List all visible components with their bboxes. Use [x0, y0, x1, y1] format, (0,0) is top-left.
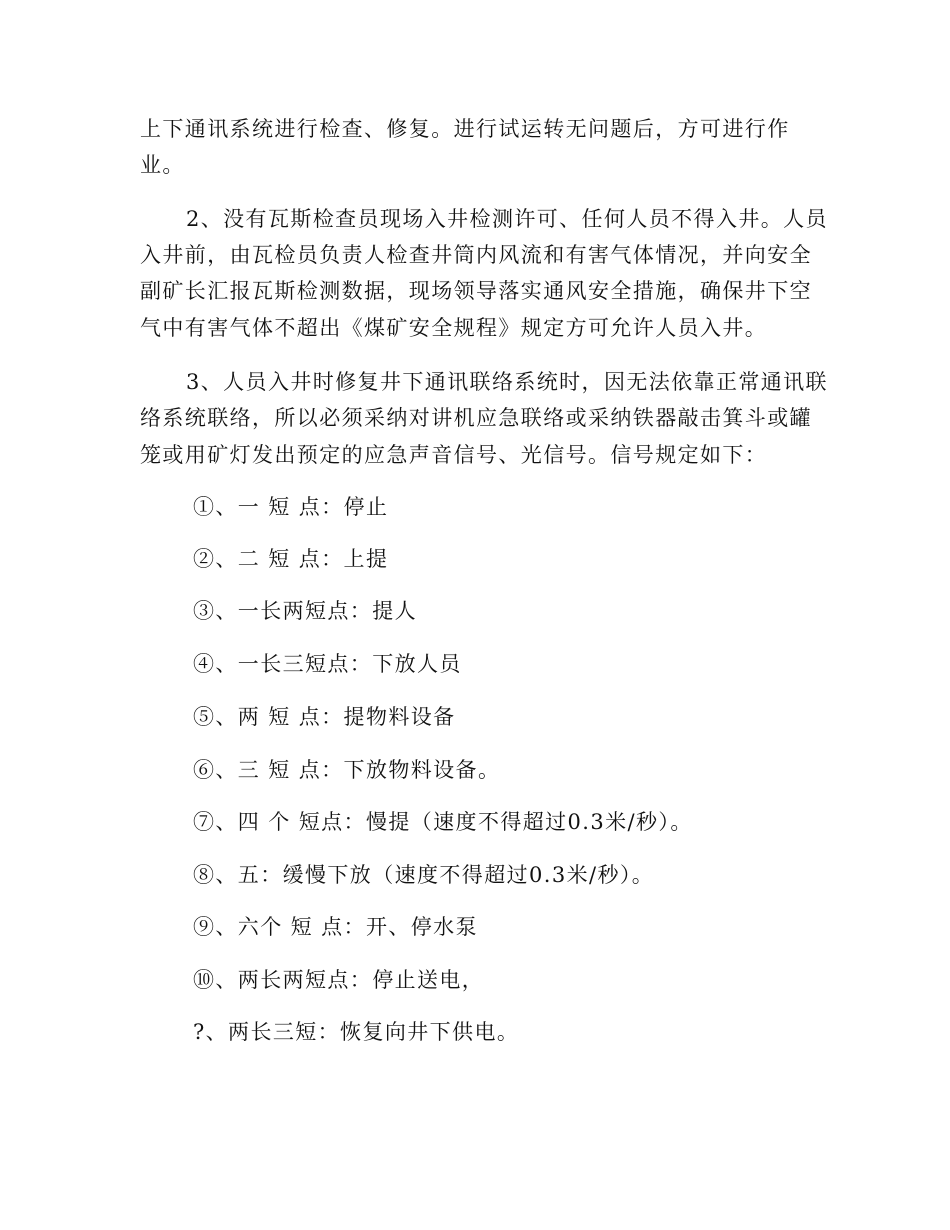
paragraph-3-line-2: 络系统联络，所以必须采纳对讲机应急联络或采纳铁器敲击箕斗或罐: [140, 406, 812, 430]
signal-item-2: ②、二 短 点：上提: [193, 547, 389, 571]
paragraph-3-line-3: 笼或用矿灯发出预定的应急声音信号、光信号。信号规定如下：: [140, 443, 768, 467]
paragraph-2-line-1: 2、没有瓦斯检查员现场入井检测许可、任何人员不得入井。人员: [186, 207, 828, 231]
signal-item-3: ③、一长两短点：提人: [193, 599, 417, 623]
signal-item-6: ⑥、三 短 点：下放物料设备。: [193, 758, 501, 782]
paragraph-2-line-3: 副矿长汇报瓦斯检测数据，现场领导落实通风安全措施，确保井下空: [140, 279, 812, 303]
paragraph-2-line-4: 气中有害气体不超出《煤矿安全规程》规定方可允许人员入井。: [140, 316, 768, 340]
signal-item-10: ⑩、两长两短点：停止送电，: [193, 968, 485, 992]
paragraph-1-line-1: 上下通讯系统进行检查、修复。进行试运转无问题后，方可进行作: [140, 117, 790, 141]
signal-item-7: ⑦、四 个 短点：慢提（速度不得超过0.3米/秒）。: [193, 810, 693, 834]
paragraph-1-line-2: 业。: [140, 153, 185, 177]
paragraph-3-line-1: 3、人员入井时修复井下通讯联络系统时，因无法依靠正常通讯联: [186, 370, 828, 394]
signal-item-4: ④、一长三短点：下放人员: [193, 652, 462, 676]
signal-item-8: ⑧、五：缓慢下放（速度不得超过0.3米/秒）。: [193, 863, 655, 887]
signal-item-1: ①、一 短 点：停止: [193, 495, 389, 519]
paragraph-2-line-2: 入井前，由瓦检员负责人检查井筒内风流和有害气体情况，并向安全: [140, 243, 812, 267]
signal-item-11: ?、两长三短：恢复向井下供电。: [193, 1020, 520, 1044]
signal-item-9: ⑨、六个 短 点：开、停水泵: [193, 915, 478, 939]
signal-item-5: ⑤、两 短 点：提物料设备: [193, 705, 456, 729]
